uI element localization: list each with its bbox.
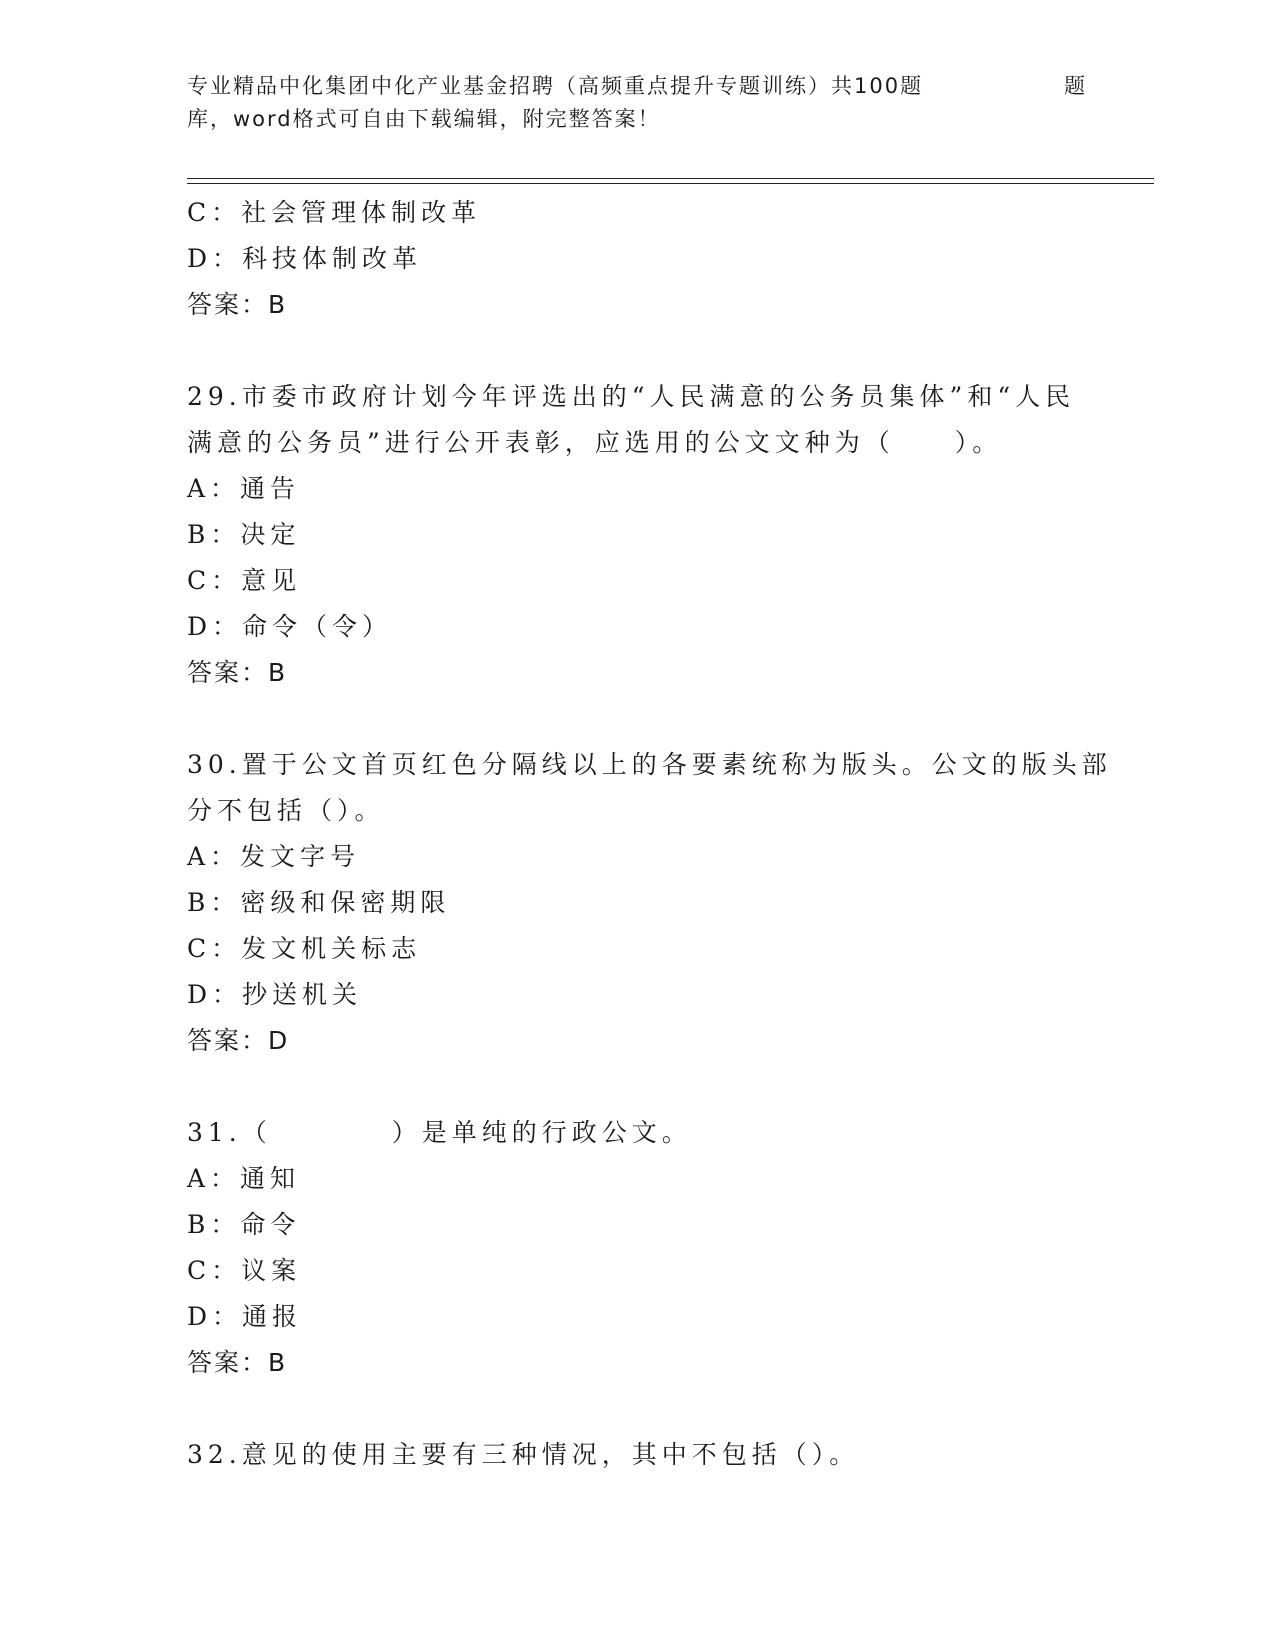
q29-option-b: B：决定 — [187, 520, 301, 549]
header-line-2: 库，word格式可自由下载编辑，附完整答案！ — [187, 107, 661, 131]
q31-option-d: D：通报 — [187, 1302, 303, 1331]
q29-stem-line-2: 满意的公务员”进行公开表彰，应选用的公文文种为（ ）。 — [187, 428, 1003, 457]
q30-stem-line-2: 分不包括（）。 — [187, 796, 385, 825]
question-content — [187, 190, 1112, 1478]
q29-stem-line-1: 29.市委市政府计划今年评选出的“人民满意的公务员集体”和“人民 — [187, 382, 1076, 411]
question-spacer — [187, 1064, 1087, 1110]
q28-option-d: D：科技体制改革 — [187, 244, 423, 273]
q31-answer: 答案：B — [187, 1348, 288, 1377]
header-title-text: 专业精品中化集团中化产业基金招聘（高频重点提升专题训练）共100题 — [187, 74, 924, 98]
q30-option-d: D：抄送机关 — [187, 980, 363, 1009]
q29-option-d: D：命令（令） — [187, 612, 393, 641]
header-title-wrap: 题 — [1064, 74, 1087, 98]
page-header — [187, 70, 1087, 136]
q29-option-a: A：通告 — [187, 474, 301, 503]
header-line-1 — [187, 70, 1087, 103]
q29-answer: 答案：B — [187, 658, 288, 687]
question-spacer — [187, 328, 1087, 374]
q28-answer: 答案：B — [187, 290, 288, 319]
q30-option-a: A：发文字号 — [187, 842, 361, 871]
question-spacer — [187, 1386, 1087, 1432]
q30-answer: 答案：D — [187, 1026, 290, 1055]
q30-option-b: B：密级和保密期限 — [187, 888, 451, 917]
q30-stem-line-1: 30.置于公文首页红色分隔线以上的各要素统称为版头。公文的版头部 — [187, 750, 1112, 779]
q30-option-c: C：发文机关标志 — [187, 934, 422, 963]
q31-stem-line-1: 31.（ ）是单纯的行政公文。 — [187, 1118, 692, 1147]
question-spacer — [187, 696, 1087, 742]
q31-option-c: C：议案 — [187, 1256, 302, 1285]
q28-option-c: C：社会管理体制改革 — [187, 198, 482, 227]
q29-option-c: C：意见 — [187, 566, 302, 595]
header-divider-top — [187, 178, 1154, 179]
q32-stem-line-1: 32.意见的使用主要有三种情况，其中不包括（）。 — [187, 1440, 860, 1469]
header-divider-bottom — [187, 183, 1154, 184]
q31-option-b: B：命令 — [187, 1210, 301, 1239]
q31-option-a: A：通知 — [187, 1164, 301, 1193]
